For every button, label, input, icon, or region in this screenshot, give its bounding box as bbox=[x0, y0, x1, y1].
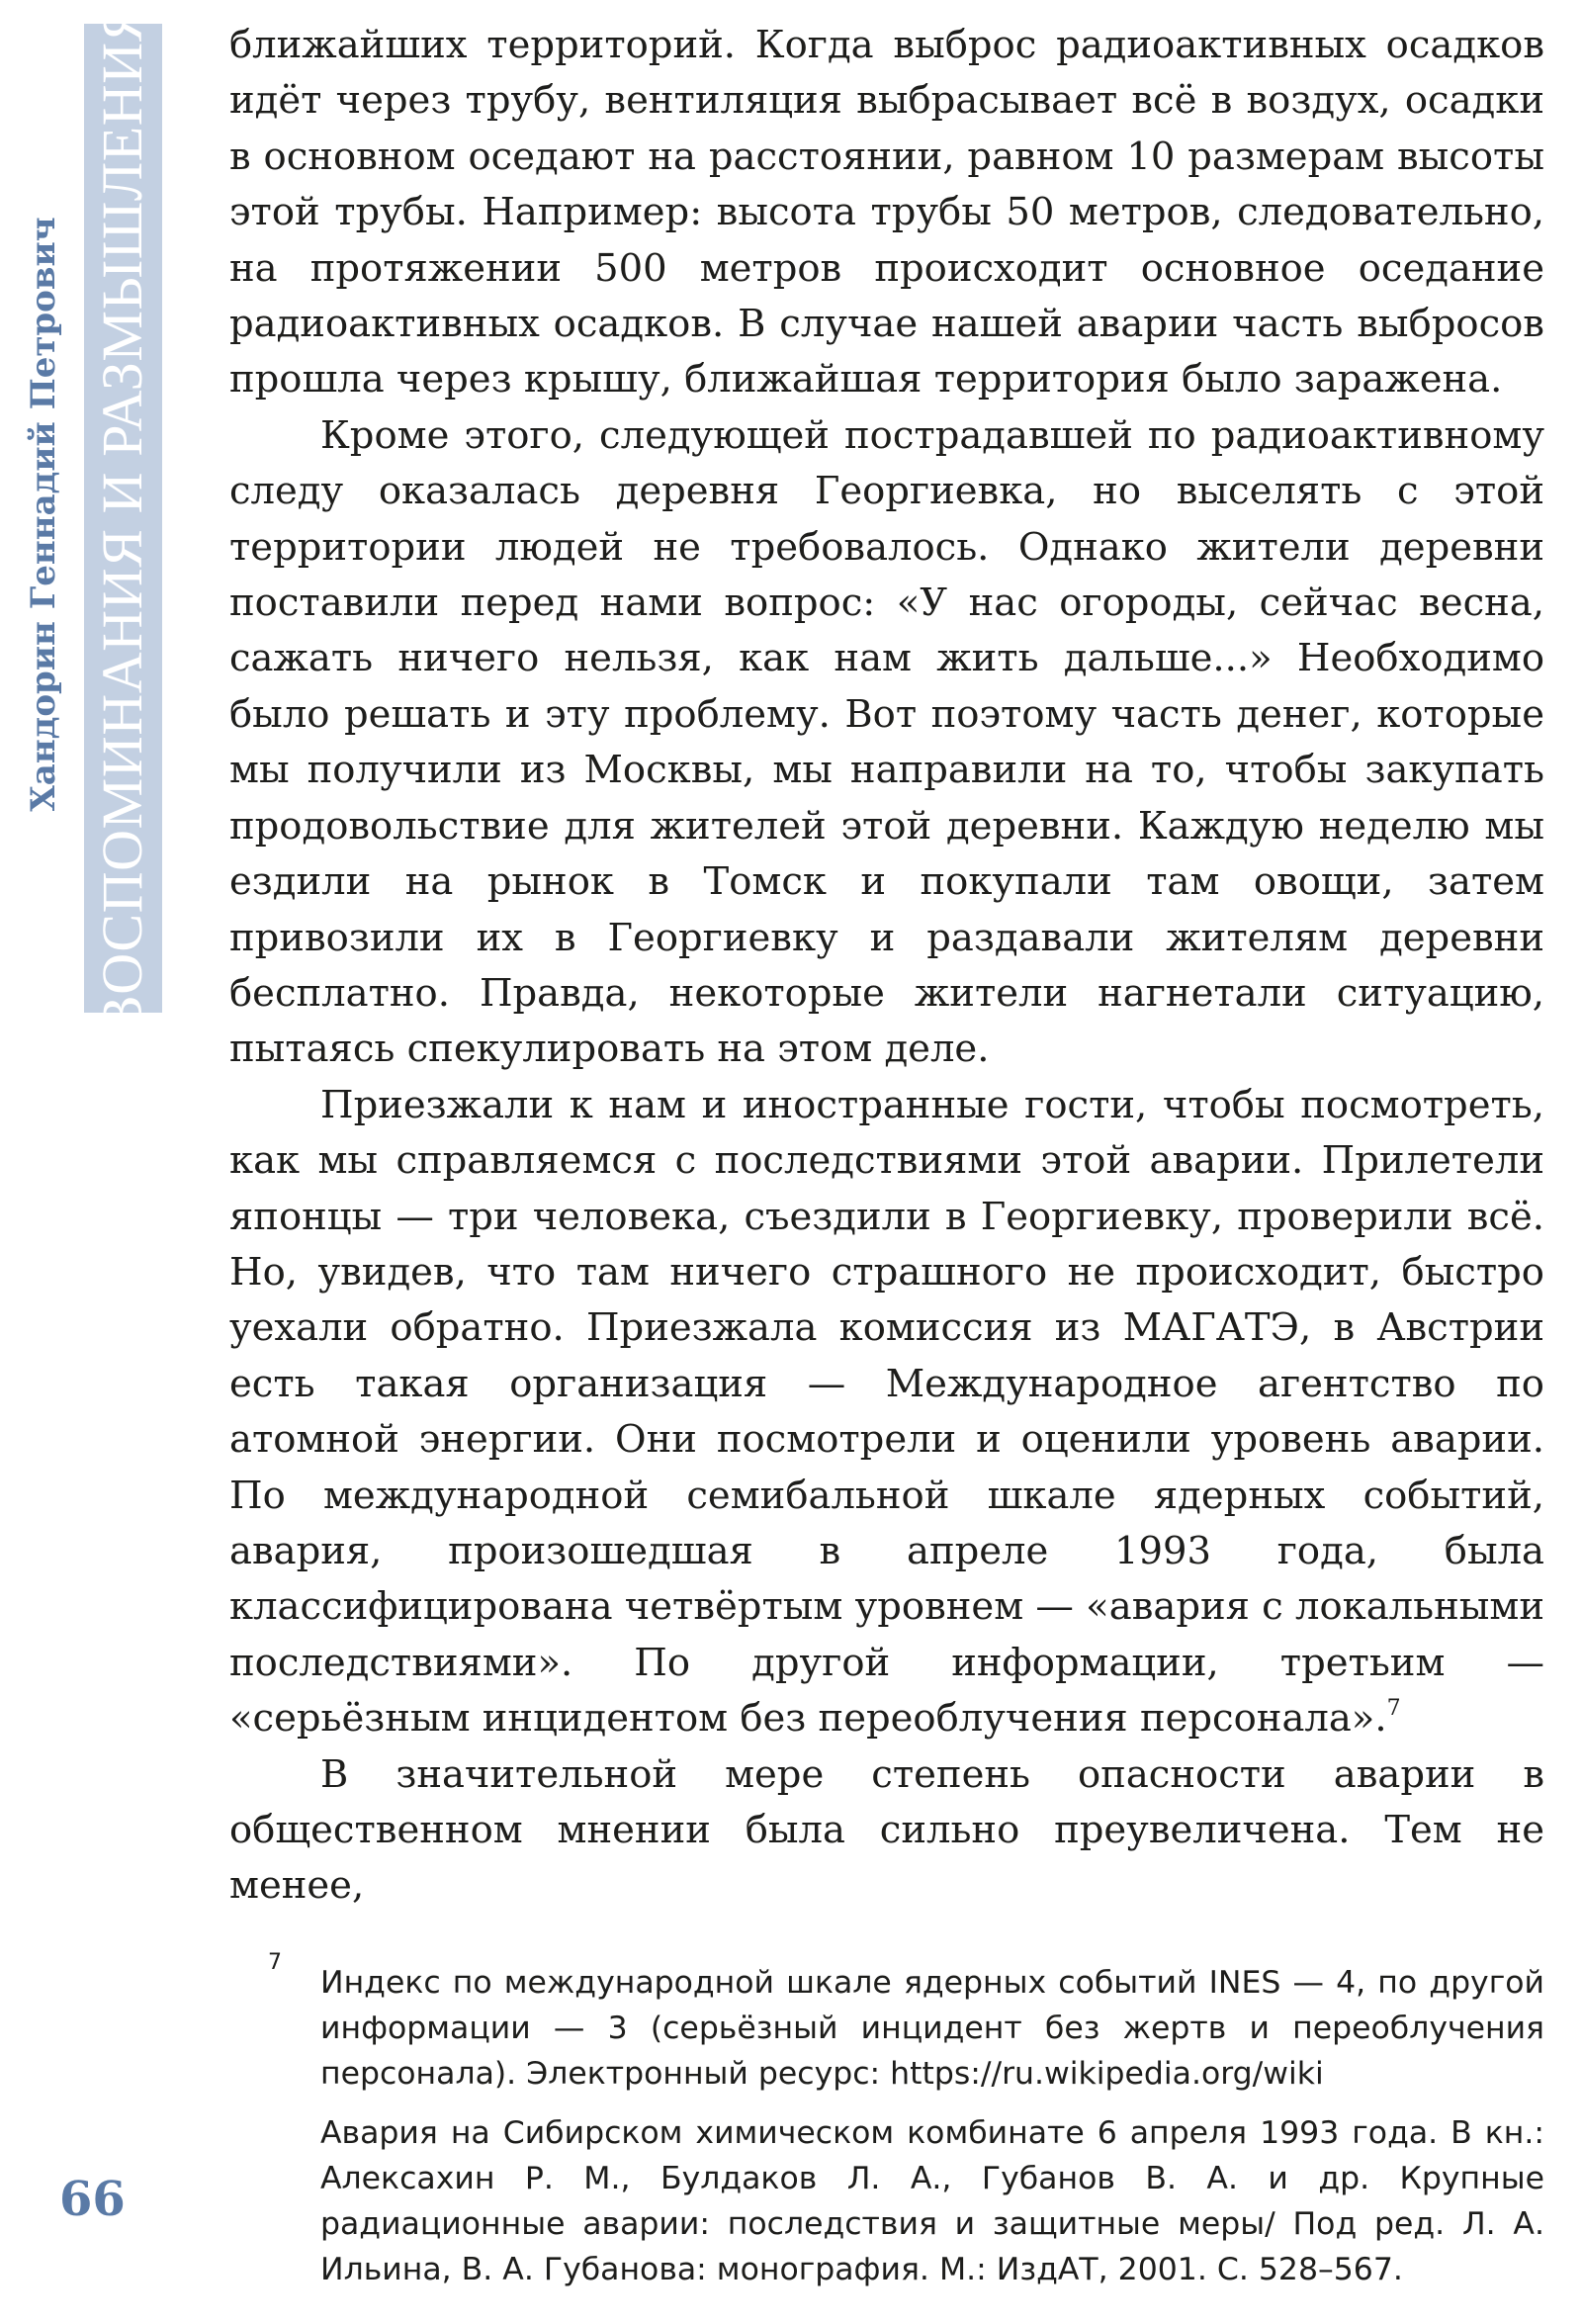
footnote bbox=[265, 1950, 1544, 2097]
author-name: Хандорин Геннадий Петрович bbox=[24, 217, 63, 812]
paragraph bbox=[229, 1078, 1544, 1747]
footnote-text: Индекс по международной шкале ядерных событий INES — 4, по другой информации — 3 (серьёзный инцидент без жертв и переоблучения персонала). Электронный ресурс: https://ru.wikipedia.org/wiki bbox=[320, 1965, 1544, 2092]
paragraph: ближайших территорий. Когда выброс радиоактивных осадков идёт через трубу, вентиляция выбрасывает всё в воздух, осадки в основном оседают на расстоянии, равном 10 размерам высоты этой трубы. Например: высота трубы 50 метров, следовательно, на протяжении 500 метров происходит основное оседание радиоактивных осадков. В случае нашей аварии часть выбросов прошла через крышу, ближайшая территория было заражена. bbox=[229, 23, 1544, 402]
footnotes bbox=[265, 1950, 1544, 2292]
body-text bbox=[229, 18, 1544, 1915]
paragraph: Кроме этого, следующей пострадавшей по радиоактивному следу оказалась деревня Георгиевка, но выселять с этой территории людей не требовалось. Однако жители деревни поставили перед нами вопрос: «У нас огороды, сейчас весна, сажать ничего нельзя, как нам жить дальше...» Необходимо было решать и эту проблему. Вот поэтому часть денег, которые мы получили из Москвы, мы направили на то, чтобы закупать продовольствие для жителей этой деревни. Каждую неделю мы ездили на рынок в Томск и покупали там овощи, затем привозили их в Георгиевку и раздавали жителям деревни бесплатно. Правда, некоторые жители нагнетали ситуацию, пытаясь спекулировать на этом деле. bbox=[229, 412, 1544, 1072]
section-title: ВОСПОМИНАНИЯ И РАЗМЫШЛЕНИЯ bbox=[90, 2, 154, 1034]
page-number: 66 bbox=[59, 2172, 126, 2227]
paragraph-text: Приезжали к нам и иностранные гости, чтобы посмотреть, как мы справляемся с последствиями этой аварии. Прилетели японцы — три человека, съездили в Георгиевку, проверили всё. Но, увидев, что там ничего страшного не происходит, быстро уехали обратно. Приезжала комиссия из МАГАТЭ, в Австрии есть такая организация — Международное агентство по атомной энергии. Они посмотрели и оценили уровень аварии. По международной семибальной шкале ядерных событий, авария, произошедшая в апреле 1993 года, была классифицирована четвёртым уровнем — «авария с локальными последствиями». По другой информации, третьим — «серьёзным инцидентом без переоблучения персонала». bbox=[229, 1082, 1544, 1742]
footnote-citation: Авария на Сибирском химическом комбинате 6 апреля 1993 года. В кн.: Алексахин Р. М., Булдаков Л. А., Губанов В. А. и др. Крупные радиационные аварии: последствия и защитные меры/ Под ред. Л. А. Ильина, В. А. Губанова: монография. М.: ИздАТ, 2001. С. 528–567. bbox=[320, 2115, 1544, 2287]
footnote-reference[interactable]: 7 bbox=[1386, 1696, 1401, 1722]
footnote-marker: 7 bbox=[268, 1950, 282, 1975]
paragraph: В значительной мере степень опасности аварии в общественном мнении была сильно преувеличена. Тем не менее, bbox=[229, 1751, 1544, 1909]
